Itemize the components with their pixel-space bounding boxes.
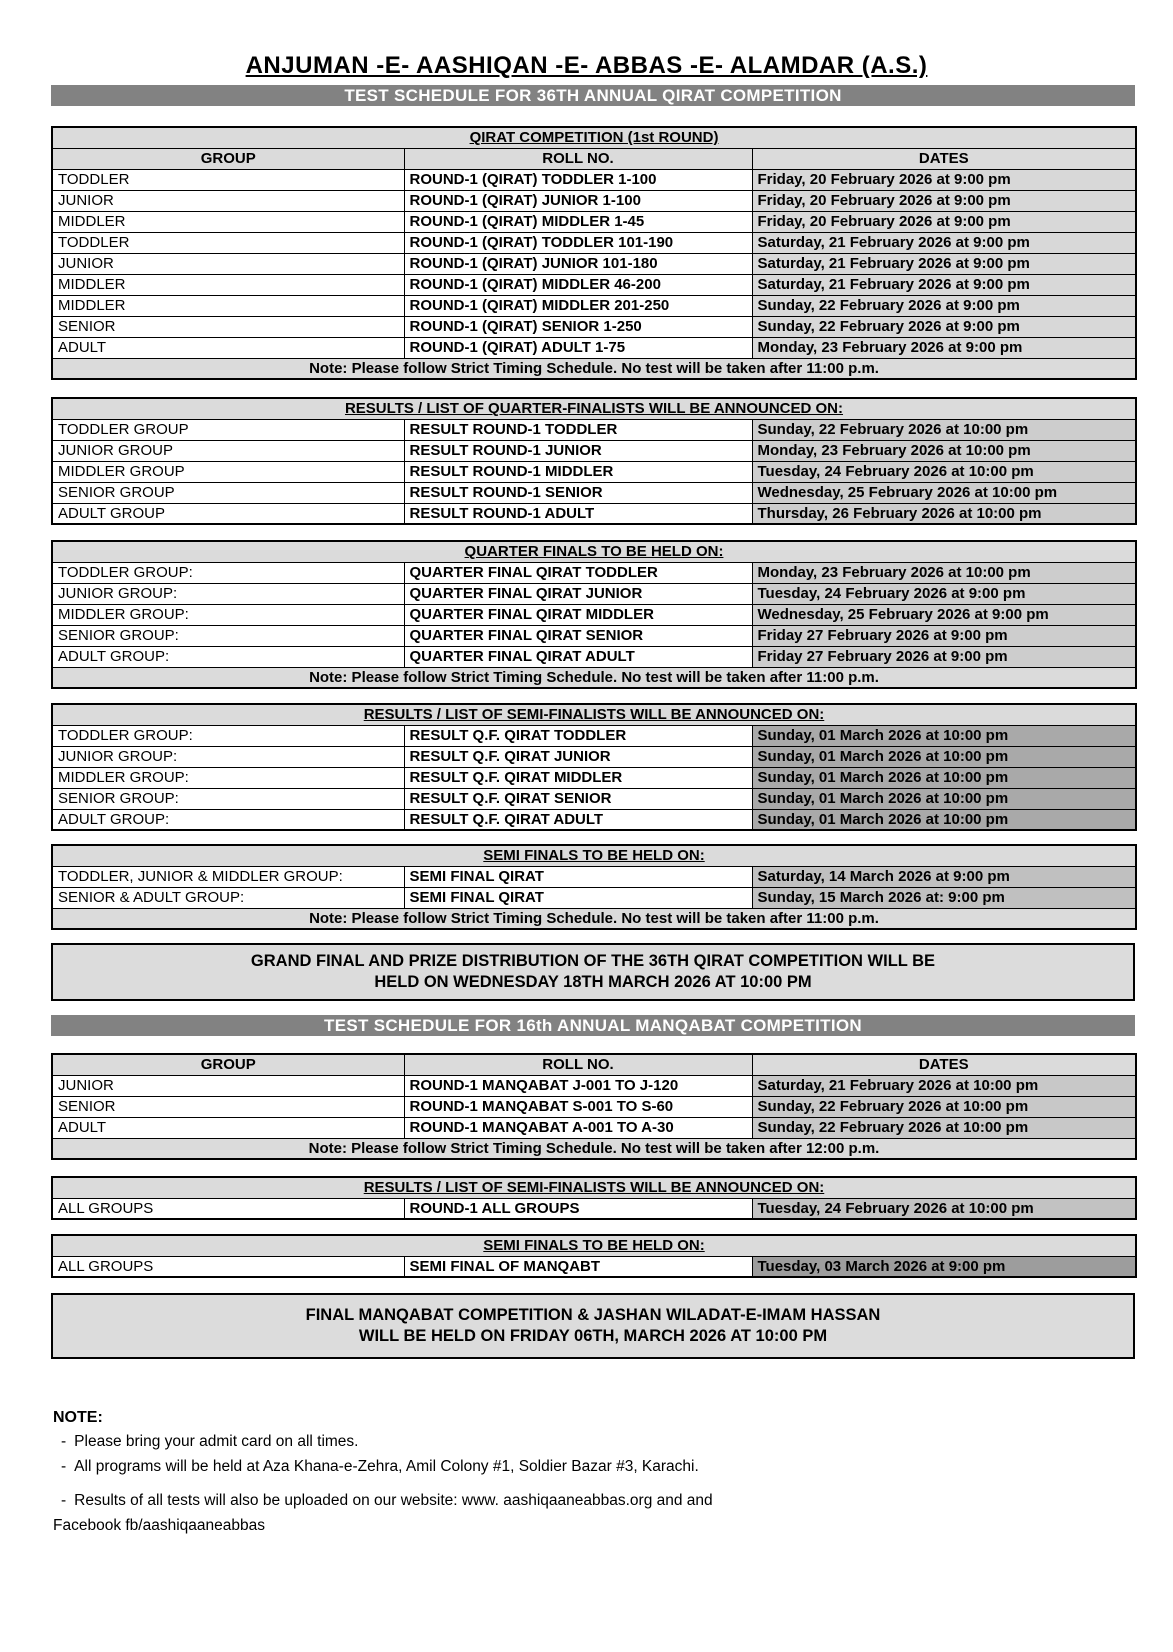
manqabat-semifinals-table <box>51 1234 1137 1278</box>
group-cell: TODDLER <box>52 169 404 190</box>
table-row <box>52 211 1136 232</box>
roll-cell: ROUND-1 (QIRAT) TODDLER 1-100 <box>404 169 752 190</box>
roll-cell: RESULT Q.F. QIRAT JUNIOR <box>404 746 752 767</box>
group-cell: SENIOR <box>52 316 404 337</box>
table-row <box>52 316 1136 337</box>
date-cell: Sunday, 01 March 2026 at 10:00 pm <box>752 809 1136 830</box>
roll-cell: ROUND-1 (QIRAT) MIDDLER 1-45 <box>404 211 752 232</box>
table-row <box>52 190 1136 211</box>
sf-results-table <box>51 703 1137 831</box>
date-cell: Friday, 20 February 2026 at 9:00 pm <box>752 169 1136 190</box>
roll-cell: ROUND-1 ALL GROUPS <box>404 1198 752 1219</box>
table-row <box>52 253 1136 274</box>
date-cell: Tuesday, 03 March 2026 at 9:00 pm <box>752 1256 1136 1277</box>
date-cell: Monday, 23 February 2026 at 9:00 pm <box>752 337 1136 358</box>
date-cell: Tuesday, 24 February 2026 at 9:00 pm <box>752 583 1136 604</box>
section-title-cell: QUARTER FINALS TO BE HELD ON: <box>52 541 1136 562</box>
note-cell: Note: Please follow Strict Timing Schedule. No test will be taken after 11:00 p.m. <box>52 667 1136 688</box>
table-row <box>52 845 1136 866</box>
group-cell: MIDDLER GROUP: <box>52 767 404 788</box>
date-cell: Sunday, 22 February 2026 at 9:00 pm <box>752 316 1136 337</box>
date-cell: Sunday, 22 February 2026 at 9:00 pm <box>752 295 1136 316</box>
note-continuation: Facebook fb/aashiqaaneabbas <box>53 1517 265 1534</box>
roll-cell: QUARTER FINAL QIRAT SENIOR <box>404 625 752 646</box>
table-row <box>52 337 1136 358</box>
group-cell: TODDLER GROUP: <box>52 562 404 583</box>
document-title: ANJUMAN -E- AASHIQAN -E- ABBAS -E- ALAMDAR (A.S.) <box>245 52 928 79</box>
roll-cell: RESULT Q.F. QIRAT MIDDLER <box>404 767 752 788</box>
group-cell: ALL GROUPS <box>52 1256 404 1277</box>
qirat-round1-table <box>51 126 1137 380</box>
group-cell: MIDDLER <box>52 211 404 232</box>
date-cell: Tuesday, 24 February 2026 at 10:00 pm <box>752 461 1136 482</box>
table-row <box>52 398 1136 419</box>
table-row <box>52 1177 1136 1198</box>
group-cell: MIDDLER <box>52 295 404 316</box>
group-cell: MIDDLER GROUP: <box>52 604 404 625</box>
table-row <box>52 646 1136 667</box>
roll-cell: ROUND-1 (QIRAT) SENIOR 1-250 <box>404 316 752 337</box>
semi-finals-table <box>51 844 1137 930</box>
group-cell: ADULT <box>52 1117 404 1138</box>
group-cell: SENIOR <box>52 1096 404 1117</box>
group-cell: JUNIOR GROUP: <box>52 583 404 604</box>
roll-cell: QUARTER FINAL QIRAT JUNIOR <box>404 583 752 604</box>
group-cell: TODDLER GROUP <box>52 419 404 440</box>
group-cell: TODDLER GROUP: <box>52 725 404 746</box>
table-row <box>52 788 1136 809</box>
roll-cell: ROUND-1 (QIRAT) ADULT 1-75 <box>404 337 752 358</box>
roll-cell: RESULT ROUND-1 TODDLER <box>404 419 752 440</box>
roll-cell: ROUND-1 (QIRAT) JUNIOR 101-180 <box>404 253 752 274</box>
table-row <box>52 461 1136 482</box>
roll-cell: ROUND-1 (QIRAT) JUNIOR 1-100 <box>404 190 752 211</box>
manqabat-final-banner <box>51 1293 1135 1359</box>
table-row <box>52 583 1136 604</box>
date-cell: Sunday, 01 March 2026 at 10:00 pm <box>752 746 1136 767</box>
table-row <box>52 358 1136 379</box>
table-row <box>52 419 1136 440</box>
group-cell: ADULT <box>52 337 404 358</box>
roll-cell: RESULT Q.F. QIRAT TODDLER <box>404 725 752 746</box>
section-title-cell: RESULTS / LIST OF SEMI-FINALISTS WILL BE ANNOUNCED ON: <box>52 1177 1136 1198</box>
manqabat-final-line1: FINAL MANQABAT COMPETITION & JASHAN WILADAT-E-IMAM HASSAN <box>305 1306 881 1324</box>
bullet-dash: - <box>61 1458 67 1475</box>
note-item: - Results of all tests will also be uploaded on our website: www. aashiqaaneabbas.org and and <box>61 1492 713 1509</box>
manqabat-results-table <box>51 1176 1137 1220</box>
note-cell: Note: Please follow Strict Timing Schedule. No test will be taken after 11:00 p.m. <box>52 908 1136 929</box>
table-row <box>52 562 1136 583</box>
date-cell: Sunday, 01 March 2026 at 10:00 pm <box>752 725 1136 746</box>
section-title-cell: SEMI FINALS TO BE HELD ON: <box>52 845 1136 866</box>
roll-cell: ROUND-1 MANQABAT S-001 TO S-60 <box>404 1096 752 1117</box>
note-cell: Note: Please follow Strict Timing Schedule. No test will be taken after 12:00 p.m. <box>52 1138 1136 1159</box>
group-cell: SENIOR & ADULT GROUP: <box>52 887 404 908</box>
table-row <box>52 1198 1136 1219</box>
table-row <box>52 274 1136 295</box>
date-cell: Tuesday, 24 February 2026 at 10:00 pm <box>752 1198 1136 1219</box>
roll-cell: RESULT ROUND-1 JUNIOR <box>404 440 752 461</box>
roll-cell: QUARTER FINAL QIRAT ADULT <box>404 646 752 667</box>
note-heading: NOTE: <box>53 1409 103 1426</box>
date-cell: Wednesday, 25 February 2026 at 9:00 pm <box>752 604 1136 625</box>
table-row <box>52 767 1136 788</box>
roll-cell: ROUND-1 MANQABAT A-001 TO A-30 <box>404 1117 752 1138</box>
table-row <box>52 746 1136 767</box>
date-cell: Thursday, 26 February 2026 at 10:00 pm <box>752 503 1136 524</box>
column-header-dates: DATES <box>752 148 1136 169</box>
note-item: - All programs will be held at Aza Khana-e-Zehra, Amil Colony #1, Soldier Bazar #3, Karachi. <box>61 1458 699 1475</box>
table-row <box>52 295 1136 316</box>
table-row <box>52 667 1136 688</box>
date-cell: Friday 27 February 2026 at 9:00 pm <box>752 625 1136 646</box>
group-cell: JUNIOR <box>52 190 404 211</box>
date-cell: Saturday, 14 March 2026 at 9:00 pm <box>752 866 1136 887</box>
date-cell: Sunday, 22 February 2026 at 10:00 pm <box>752 1096 1136 1117</box>
date-cell: Sunday, 22 February 2026 at 10:00 pm <box>752 1117 1136 1138</box>
section-title-cell: QIRAT COMPETITION (1st ROUND) <box>52 127 1136 148</box>
table-row <box>52 1054 1136 1075</box>
date-cell: Friday, 20 February 2026 at 9:00 pm <box>752 211 1136 232</box>
table-row <box>52 1096 1136 1117</box>
date-cell: Monday, 23 February 2026 at 10:00 pm <box>752 562 1136 583</box>
qirat-final-banner <box>51 943 1135 1001</box>
date-cell: Friday, 20 February 2026 at 9:00 pm <box>752 190 1136 211</box>
roll-cell: QUARTER FINAL QIRAT MIDDLER <box>404 604 752 625</box>
group-cell: ALL GROUPS <box>52 1198 404 1219</box>
roll-cell: RESULT ROUND-1 ADULT <box>404 503 752 524</box>
table-row <box>52 541 1136 562</box>
table-row <box>52 1235 1136 1256</box>
roll-cell: SEMI FINAL OF MANQABT <box>404 1256 752 1277</box>
manqabat-schedule-bar: TEST SCHEDULE FOR 16th ANNUAL MANQABAT COMPETITION <box>51 1015 1135 1036</box>
group-cell: TODDLER <box>52 232 404 253</box>
group-cell: ADULT GROUP: <box>52 809 404 830</box>
roll-cell: RESULT Q.F. QIRAT SENIOR <box>404 788 752 809</box>
group-cell: SENIOR GROUP: <box>52 788 404 809</box>
date-cell: Monday, 23 February 2026 at 10:00 pm <box>752 440 1136 461</box>
date-cell: Wednesday, 25 February 2026 at 10:00 pm <box>752 482 1136 503</box>
table-row <box>52 440 1136 461</box>
footnotes <box>53 1409 1173 1535</box>
group-cell: MIDDLER <box>52 274 404 295</box>
group-cell: TODDLER, JUNIOR & MIDDLER GROUP: <box>52 866 404 887</box>
table-row <box>52 725 1136 746</box>
table-row <box>52 232 1136 253</box>
qirat-schedule-bar: TEST SCHEDULE FOR 36TH ANNUAL QIRAT COMPETITION <box>51 85 1135 106</box>
date-cell: Sunday, 01 March 2026 at 10:00 pm <box>752 788 1136 809</box>
table-row <box>52 604 1136 625</box>
roll-cell: ROUND-1 (QIRAT) TODDLER 101-190 <box>404 232 752 253</box>
table-row <box>52 1075 1136 1096</box>
note-cell: Note: Please follow Strict Timing Schedule. No test will be taken after 11:00 p.m. <box>52 358 1136 379</box>
date-cell: Sunday, 15 March 2026 at: 9:00 pm <box>752 887 1136 908</box>
group-cell: ADULT GROUP <box>52 503 404 524</box>
roll-cell: ROUND-1 (QIRAT) MIDDLER 46-200 <box>404 274 752 295</box>
group-cell: MIDDLER GROUP <box>52 461 404 482</box>
roll-cell: RESULT ROUND-1 SENIOR <box>404 482 752 503</box>
roll-cell: RESULT ROUND-1 MIDDLER <box>404 461 752 482</box>
table-row <box>52 908 1136 929</box>
table-row <box>52 866 1136 887</box>
table-row <box>52 887 1136 908</box>
bullet-dash: - <box>61 1492 67 1509</box>
date-cell: Saturday, 21 February 2026 at 9:00 pm <box>752 274 1136 295</box>
qf-results-table <box>51 397 1137 525</box>
quarter-finals-table <box>51 540 1137 689</box>
roll-cell: SEMI FINAL QIRAT <box>404 866 752 887</box>
group-cell: SENIOR GROUP: <box>52 625 404 646</box>
section-title-cell: RESULTS / LIST OF SEMI-FINALISTS WILL BE ANNOUNCED ON: <box>52 704 1136 725</box>
table-row <box>52 1138 1136 1159</box>
date-cell: Sunday, 22 February 2026 at 10:00 pm <box>752 419 1136 440</box>
table-row <box>52 809 1136 830</box>
roll-cell: SEMI FINAL QIRAT <box>404 887 752 908</box>
table-row <box>52 169 1136 190</box>
bullet-dash: - <box>61 1433 67 1450</box>
group-cell: JUNIOR GROUP <box>52 440 404 461</box>
column-header-roll: ROLL NO. <box>404 148 752 169</box>
table-row <box>52 148 1136 169</box>
table-row <box>52 503 1136 524</box>
table-row <box>52 482 1136 503</box>
table-row <box>52 704 1136 725</box>
date-cell: Friday 27 February 2026 at 9:00 pm <box>752 646 1136 667</box>
group-cell: JUNIOR <box>52 253 404 274</box>
manqabat-round1-table <box>51 1053 1137 1160</box>
column-header-group: GROUP <box>52 1054 404 1075</box>
group-cell: JUNIOR GROUP: <box>52 746 404 767</box>
roll-cell: ROUND-1 (QIRAT) MIDDLER 201-250 <box>404 295 752 316</box>
date-cell: Saturday, 21 February 2026 at 9:00 pm <box>752 232 1136 253</box>
table-row <box>52 1256 1136 1277</box>
qirat-final-line1: GRAND FINAL AND PRIZE DISTRIBUTION OF THE 36TH QIRAT COMPETITION WILL BE <box>250 952 936 970</box>
column-header-dates: DATES <box>752 1054 1136 1075</box>
section-title-cell: RESULTS / LIST OF QUARTER-FINALISTS WILL BE ANNOUNCED ON: <box>52 398 1136 419</box>
table-row <box>52 127 1136 148</box>
table-row <box>52 625 1136 646</box>
date-cell: Saturday, 21 February 2026 at 10:00 pm <box>752 1075 1136 1096</box>
table-row <box>52 1117 1136 1138</box>
date-cell: Saturday, 21 February 2026 at 9:00 pm <box>752 253 1136 274</box>
roll-cell: RESULT Q.F. QIRAT ADULT <box>404 809 752 830</box>
date-cell: Sunday, 01 March 2026 at 10:00 pm <box>752 767 1136 788</box>
group-cell: SENIOR GROUP <box>52 482 404 503</box>
qirat-final-line2: HELD ON WEDNESDAY 18TH MARCH 2026 AT 10:00 PM <box>374 973 812 991</box>
column-header-group: GROUP <box>52 148 404 169</box>
group-cell: ADULT GROUP: <box>52 646 404 667</box>
section-title-cell: SEMI FINALS TO BE HELD ON: <box>52 1235 1136 1256</box>
roll-cell: ROUND-1 MANQABAT J-001 TO J-120 <box>404 1075 752 1096</box>
column-header-roll: ROLL NO. <box>404 1054 752 1075</box>
group-cell: JUNIOR <box>52 1075 404 1096</box>
note-item: - Please bring your admit card on all times. <box>61 1433 359 1450</box>
roll-cell: QUARTER FINAL QIRAT TODDLER <box>404 562 752 583</box>
manqabat-final-line2: WILL BE HELD ON FRIDAY 06TH, MARCH 2026 AT 10:00 PM <box>358 1327 828 1345</box>
